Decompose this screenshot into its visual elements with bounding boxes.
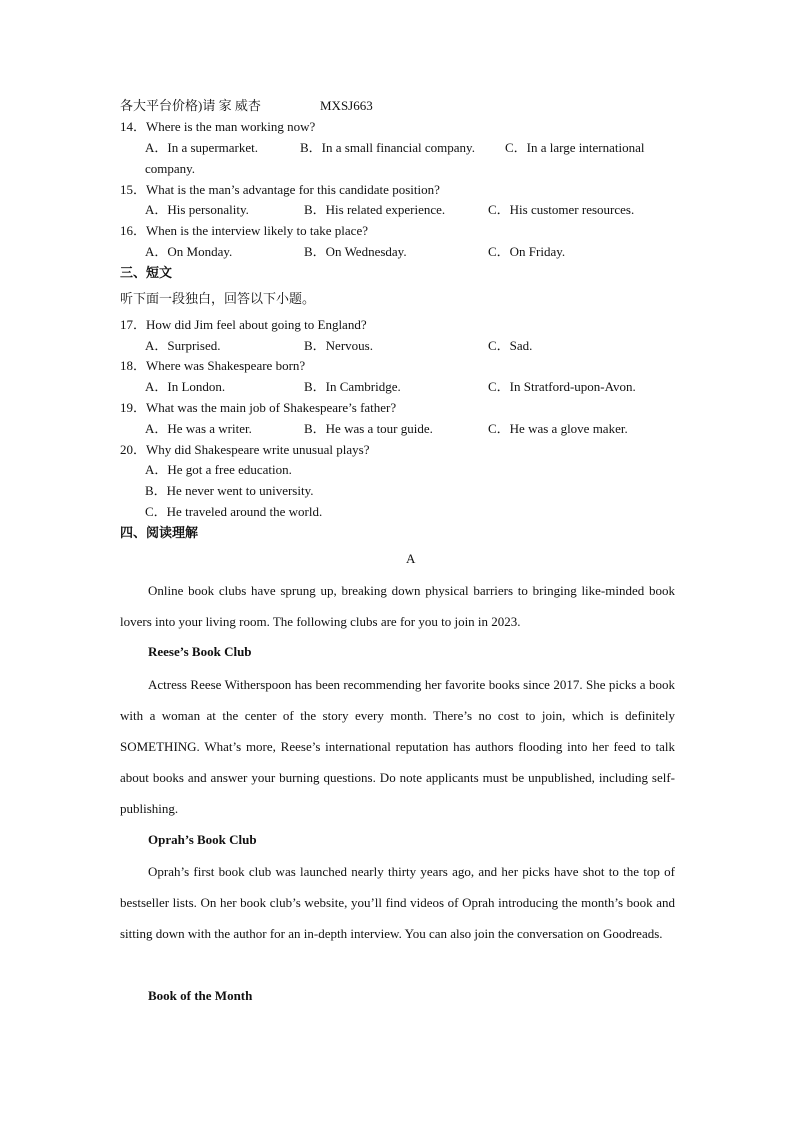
reading-intro: [120, 575, 675, 637]
question-16: 16．When is the interview likely to take place?: [120, 223, 368, 238]
q15-option-c: C．His customer resources.: [488, 202, 635, 217]
q14-option-a: A．In a supermarket.: [145, 140, 258, 155]
header-code: MXSJ663: [320, 98, 373, 113]
section-4-title: 四、阅读理解: [120, 525, 199, 540]
q19-option-b: B．He was a tour guide.: [304, 421, 433, 436]
q14-option-c: C．In a large international: [505, 140, 645, 155]
question-14: 14．Where is the man working now?: [120, 119, 316, 134]
q17-option-a: A．Surprised.: [145, 338, 221, 353]
club-3-title: Book of the Month: [148, 988, 253, 1003]
passage-label: A: [406, 551, 416, 566]
q15-option-b: B．His related experience.: [304, 202, 446, 217]
section-3-instruction: 听下面一段独白，回答以下小题。: [120, 291, 316, 306]
q20-option-a: A．He got a free education.: [145, 462, 292, 477]
q16-option-a: A．On Monday.: [145, 244, 233, 259]
q16-option-c: C．On Friday.: [488, 244, 566, 259]
question-19: 19．What was the main job of Shakespeare’s father?: [120, 400, 397, 415]
question-17: 17．How did Jim feel about going to England?: [120, 317, 367, 332]
header-text: 各大平台价格)请 家 威杏: [120, 98, 261, 113]
q15-option-a: A．His personality.: [145, 202, 249, 217]
club-2-text: Oprah’s first book club was launched nearly thirty years ago, and her picks have shot to the top of bestseller lists. On her book club’s website, you’ll find videos of Oprah introducing the month’s book and sitting down with the author for an in-depth interview. You can also join the conversation on Goodreads.: [120, 864, 675, 941]
question-18: 18．Where was Shakespeare born?: [120, 358, 306, 373]
club-1-title: Reese’s Book Club: [148, 644, 252, 659]
q19-option-c: C．He was a glove maker.: [488, 421, 628, 436]
q14-option-c-cont: company.: [145, 161, 196, 176]
reading-intro-text: Online book clubs have sprung up, breaking down physical barriers to bringing like-minded book lovers into your living room. The following clubs are for you to join in 2023.: [120, 583, 675, 629]
q14-option-b: B．In a small financial company.: [300, 140, 475, 155]
q16-option-b: B．On Wednesday.: [304, 244, 407, 259]
section-3-title: 三、短文: [120, 265, 173, 280]
q18-option-b: B．In Cambridge.: [304, 379, 401, 394]
q20-option-b: B．He never went to university.: [145, 483, 314, 498]
question-15: 15．What is the man’s advantage for this candidate position?: [120, 182, 440, 197]
q18-option-a: A．In London.: [145, 379, 226, 394]
club-2-paragraph: [120, 856, 675, 949]
q20-option-c: C．He traveled around the world.: [145, 504, 323, 519]
q17-option-c: C．Sad.: [488, 338, 533, 353]
club-2-title: Oprah’s Book Club: [148, 832, 257, 847]
question-20: 20．Why did Shakespeare write unusual plays?: [120, 442, 370, 457]
q17-option-b: B．Nervous.: [304, 338, 373, 353]
club-1-text: Actress Reese Witherspoon has been recommending her favorite books since 2017. She picks a book with a woman at the center of the story every month. There’s no cost to join, which is definitely SOMETHING. What’s more, Reese’s international reputation has authors flooding into her feed to talk about books and answer your burning questions. Do note applicants must be unpublished, including self-publishing.: [120, 677, 675, 816]
q18-option-c: C．In Stratford-upon-Avon.: [488, 379, 636, 394]
q19-option-a: A．He was a writer.: [145, 421, 252, 436]
club-1-paragraph: [120, 669, 675, 824]
